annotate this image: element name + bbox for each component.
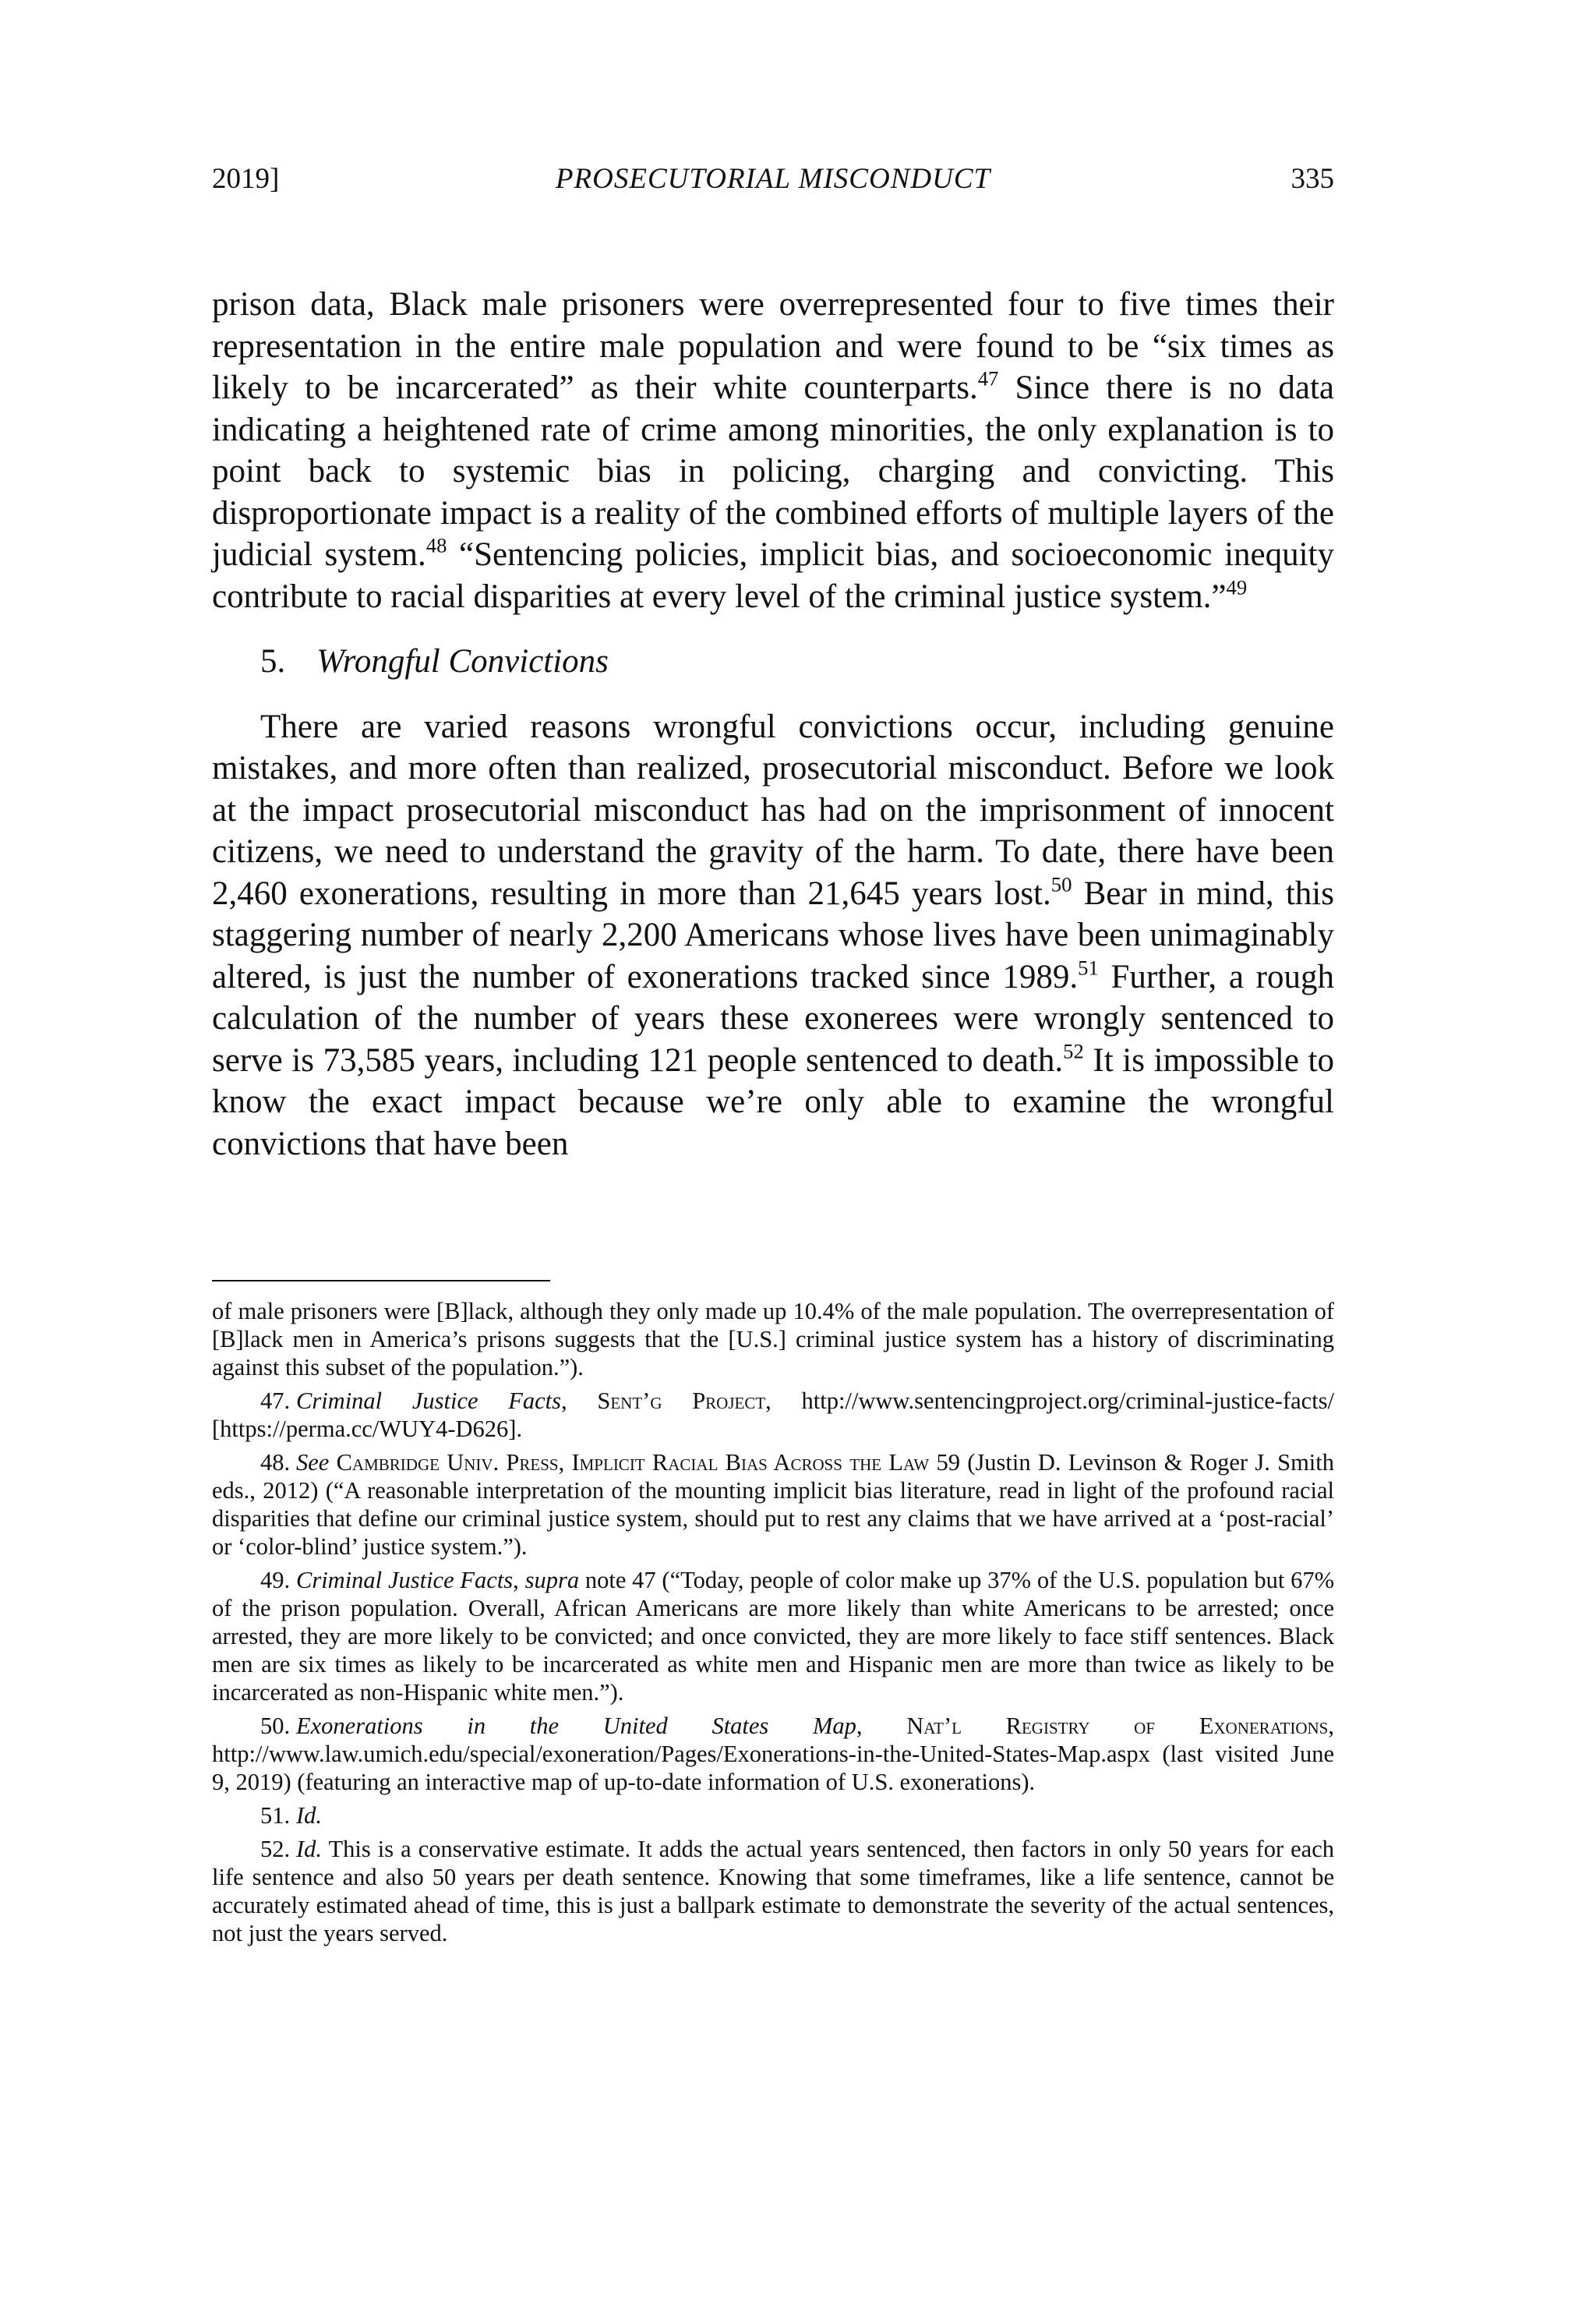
paragraph-wrongful-convictions: There are varied reasons wrongful convictions occur, including genuine mistakes, and more often than realized, prosecutorial misconduct. Before we look at the impact prosecutorial misconduct has had on the imprisonment of innocent citizens, we need to understand the gravity of the harm. To date, there have been 2,460 exonerations, resulting in more than 21,645 years lost.$^{50}$ Bear in mind, this staggering number of nearly 2,200 Americans whose lives have been unimaginably altered, is just the number of exonerations tracked since 1989.51 Further, a rough calculation of the number of years these exonerees were wrongly sentenced to serve is 73,585 years, including 121 people sentenced to death.$^{52}$ It is impossible to know the exact impact because we’re only able to examine the wrongful convictions that have been xyxy=(212,708,1335,1162)
footnote-48: 48. See Cambridge Univ. Press, Implicit Racial Bias Across the Law 59 (Justin D. Levinson & Roger J. Smith eds., 2012) (“A reasonable interpretation of the mounting implicit bias literature, read in light of the profound racial disparities that define our criminal justice system, should put to rest any claims that we have arrived at a ‘post-racial’ or ‘color-blind’ justice system.”). xyxy=(212,1449,1334,1560)
footnote-52: 52. Id. This is a conservative estimate. It adds the actual years sentenced, then factors in only 50 years for each life sentence and also 50 years per death sentence. Knowing that some timeframes, like a life sentence, cannot be accurately estimated ahead of time, this is just a ballpark estimate to demonstrate the severity of the actual sentences, not just the years served. xyxy=(212,1836,1334,1946)
footnote-separator xyxy=(212,1280,550,1281)
running-title: PROSECUTORIAL MISCONDUCT xyxy=(555,163,991,195)
footnote-47: 47. Criminal Justice Facts, Sent’g Project, http://www.sentencingproject.org/criminal-justice-facts/ [https://perma.cc/WUY4-D626]. xyxy=(212,1388,1335,1442)
footnote-50: 50. Exonerations in the United States Map, Nat’l Registry of Exonerations, http://www.law.umich.edu/special/exoneration/Pages/Exonerations-in-the-United-States-Map.aspx (last visited June 9, 2019) (featuring an interactive map of up-to-date information of U.S. exonerations). xyxy=(212,1713,1334,1795)
main-text xyxy=(212,284,1334,1165)
footnote-continuation: of male prisoners were [B]lack, although they only made up 10.4% of the male population. The overrepresentation of [B]lack men in America’s prisons suggests that the [U.S.] criminal justice system has a history of discriminating against this subset of the population.”). xyxy=(212,1298,1334,1380)
footnote-ref-50: 50 xyxy=(1050,871,1072,896)
paragraph-prison-data: prison data, Black male prisoners were overrepresented four to five times their representation in the entire male population and were found to be “six times as likely to be incarcerated” as their white counterparts.$^{47}$ Since there is no data indicating a heightened rate of crime among minorities, the only explanation is to point back to systemic bias in policing, charging and convicting. This disproportionate impact is a reality of the combined efforts of multiple layers of the judicial system.$^{48}$ “Sentencing policies, implicit bias, and socioeconomic inequity contribute to racial disparities at every level of the criminal justice system.”$^{49}$ xyxy=(212,286,1335,615)
footnote-51: 51. Id. xyxy=(260,1802,323,1829)
section-number: 5. xyxy=(260,643,286,680)
footnotes xyxy=(212,1297,1334,1953)
footnote-49: 49. Criminal Justice Facts, supra note 47 (“Today, people of color make up 37% of the U.S. population but 67% of the prison population. Overall, African Americans are more likely than white Americans to be arrested; once arrested, they are more likely to be convicted; and once convicted, they are more likely to face stiff sentences. Black men are six times as likely to be incarcerated as white men and Hispanic men are more than twice as likely to be incarcerated as non-Hispanic white men.”). xyxy=(212,1567,1334,1706)
section-title: Wrongful Convictions xyxy=(316,643,609,680)
footnote-ref-47: 47 xyxy=(977,366,999,391)
running-header xyxy=(212,162,1334,209)
footnote-ref-48: 48 xyxy=(425,533,447,557)
footnote-ref-51: 51 xyxy=(1078,955,1099,979)
page-number: 335 xyxy=(1291,163,1334,195)
footnote-ref-52: 52 xyxy=(1063,1038,1084,1062)
volume-year: 2019] xyxy=(212,163,280,195)
section-heading xyxy=(260,641,1334,683)
footnote-ref-49: 49 xyxy=(1226,574,1248,599)
